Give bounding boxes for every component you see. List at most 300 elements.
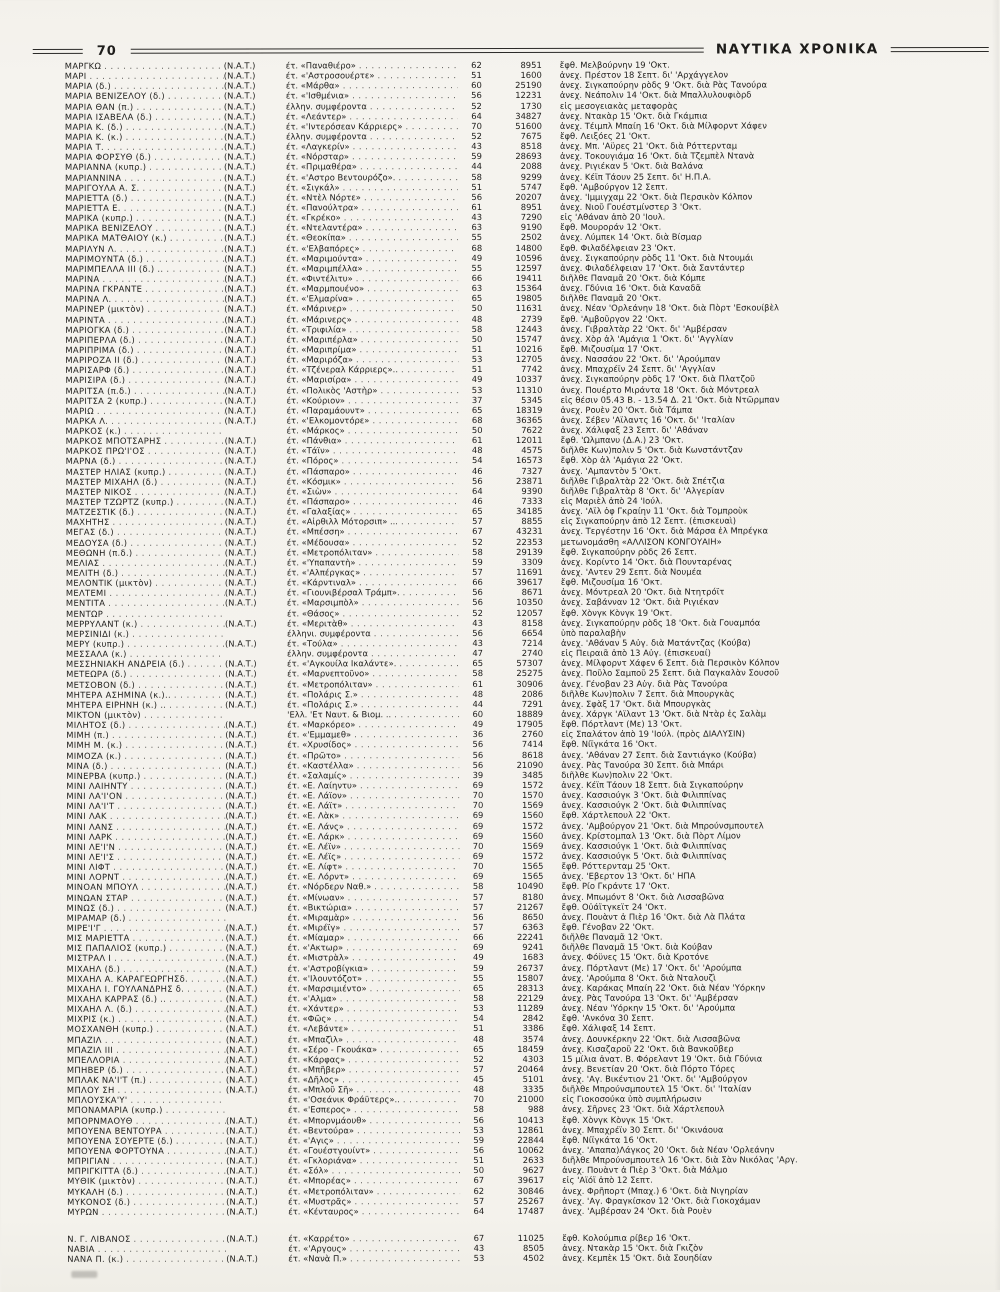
dot-leader	[363, 222, 458, 232]
nat-flag: (Ν.Α.Τ.)	[225, 780, 287, 790]
build-year: 57	[459, 516, 483, 526]
dot-leader	[132, 1004, 226, 1014]
nat-flag: (Ν.Α.Τ.)	[226, 1156, 288, 1166]
movement-note: εἰς θέσιν 05.43 Β. - 13.54 Δ. 21 'Οκτ. διὰ Ντῶρμπαν	[560, 394, 987, 405]
ship-name: ΜΑΣΤΕΡ ΗΛΙΑΣ (κυπρ.) .	[66, 466, 172, 476]
ship-name: ΜΑΡΙΝΤΑ	[65, 314, 105, 324]
dot-leader	[353, 273, 459, 283]
movement-note: ἀνεχ. Ποῦλο Σαμποῦ 25 Σεπτ. διὰ Παγκαλὰν Σουσοῦ	[561, 667, 988, 678]
dot-leader	[357, 1155, 460, 1165]
operator-company: έτ. «Μπῆβερ»	[288, 1064, 346, 1074]
build-year: 65	[459, 658, 483, 668]
operator-company: έτ. «Χρυσίδος»	[287, 740, 351, 750]
nat-flag: (Ν.Α.Τ.)	[226, 953, 288, 963]
operator-company: έλλην. συμφέροντα	[287, 648, 368, 658]
operator-company: έτ. «Πάνθια»	[287, 436, 342, 446]
nat-flag: (Ν.Α.Τ.)	[225, 517, 287, 527]
movement-note: μετωνομάσθη «ΑΛΛΙΣΟΝ ΚΟΝΓΟΥΑΙΗ»	[561, 536, 988, 547]
dot-leader	[110, 862, 225, 872]
tonnage: 1572	[483, 820, 543, 830]
build-year: 50	[459, 425, 483, 435]
nat-flag: (Ν.Α.Τ.)	[224, 182, 286, 192]
tonnage: 19805	[482, 293, 542, 303]
movement-note: ἀνεχ. 'Αμπαντὸν 5 'Οκτ.	[561, 465, 988, 476]
dot-leader	[374, 70, 457, 80]
nat-flag: (Ν.Α.Τ.)	[225, 415, 287, 425]
operator-company: έτ. «Κούριον»	[286, 395, 345, 405]
movement-note: ἀνεχ. Γένοβαν 23 Αὐγ. διὰ Ρὰς Τανούρα	[561, 678, 988, 689]
header-rule-left-icon	[33, 48, 83, 53]
dot-leader	[103, 608, 225, 618]
build-year: 58	[459, 668, 483, 678]
ship-name: ΜΑΡΙΕΤΤΑ Ε.	[65, 203, 121, 213]
dot-leader	[367, 101, 458, 111]
operator-company: έτ. «Ε. Λέϊς»	[287, 851, 341, 861]
movement-note: εἰς 'Αθάναν ἀπὸ 20 'Ιουλ.	[560, 211, 987, 222]
build-year: 52	[459, 537, 483, 547]
operator-company: έτ. «Γκλοριάνα»	[288, 1155, 357, 1165]
dot-leader	[111, 294, 224, 304]
movement-note: ἀνεχ. Νασσάου 22 'Οκτ. δι' 'Αρούμπαν	[560, 353, 987, 364]
dot-leader	[123, 1254, 226, 1264]
dot-leader	[341, 212, 458, 222]
dot-leader	[135, 679, 225, 689]
operator-company: έτ. «'Αγκουίλα Ικαλάντε».	[287, 659, 396, 669]
build-year: 59	[458, 151, 482, 161]
ship-name: ΜΙΛΗΤΟΣ (δ.)	[66, 720, 125, 730]
dot-leader	[110, 517, 225, 527]
operator-company: έτ. «Βεντούρα»	[288, 1125, 354, 1135]
tonnage: 1565	[483, 871, 543, 881]
dot-leader	[352, 740, 460, 750]
nat-flag: (Ν.Α.Τ.)	[225, 872, 287, 882]
tonnage: 39617	[483, 577, 543, 587]
tonnage: 9390	[483, 486, 543, 496]
tonnage: 34185	[483, 506, 543, 516]
movement-note: διῆλθε Παναμᾶ 20 'Οκτ.	[560, 292, 987, 303]
movement-note: ἀνεχ. Λύμπεκ 14 'Οκτ. διὰ Βίσμαρ	[560, 231, 987, 242]
ship-name: ΜΕΓΑΣ (δ.)	[66, 527, 114, 537]
ship-name: ΜΑΡΙΑ (δ.)	[65, 81, 111, 91]
dot-leader	[127, 537, 224, 547]
ship-name: ΜΙΧΑΗΛ Ι. ΓΟΥΛΑΝΔΡΗΣ δ.	[67, 983, 184, 993]
dot-leader	[133, 101, 223, 111]
nat-flag: (Ν.Α.Τ.)	[225, 811, 287, 821]
dot-leader	[356, 344, 458, 354]
dot-leader	[391, 709, 459, 719]
movement-note: ἔφθ. Πόρτλαντ (Με) 13 'Οκτ.	[561, 718, 988, 729]
operator-company: έτ. «Μίαμαρ»	[288, 932, 345, 942]
dot-leader	[340, 922, 459, 932]
tonnage: 28693	[482, 151, 542, 161]
dot-leader	[369, 415, 458, 425]
ship-name: ΜΙΝΙ ΛΑΚ	[66, 811, 106, 821]
ship-name: ΜΑΡΙΣΙΡΑ (δ.)	[65, 375, 125, 385]
operator-company: έτ. «Λαγκερίν»	[286, 141, 350, 151]
tonnage: 6654	[483, 628, 543, 638]
nat-flag: (Ν.Α.Τ.)	[226, 1075, 288, 1085]
tonnage: 7622	[483, 425, 543, 435]
operator-company: έτ. «Νόρδερν Ναθ.»	[287, 882, 371, 892]
operator-company: έτ. «Κάρφας»	[288, 1054, 345, 1064]
nat-flag: (Ν.Α.Τ.)	[225, 841, 287, 851]
dot-leader	[120, 1054, 226, 1064]
build-year: 66	[458, 273, 482, 283]
build-year: 59	[460, 963, 484, 973]
movement-note: ἀνεχ. Κασσιούγκ 5 'Οκτ. διὰ Φιλιππίνας	[561, 850, 988, 861]
tonnage: 15747	[482, 334, 542, 344]
tonnage: 39617	[484, 1175, 544, 1185]
ship-name: ΜΙΧΑΗΛ Α. ΚΑΡΑΓΕΩΡΓΗΣδ.	[67, 973, 188, 983]
tonnage: 4303	[484, 1054, 544, 1064]
tonnage: 3309	[483, 557, 543, 567]
movement-note: ἀνεχ. Σῆρνες 23 'Οκτ. διὰ Χάρτλεπουλ	[562, 1103, 989, 1114]
dot-leader	[365, 405, 459, 415]
ship-name: ΜΙΜΟΖΑ (κ.)	[66, 750, 121, 760]
nat-flag: (Ν.Α.Τ.)	[224, 202, 286, 212]
tonnage: 16573	[483, 455, 543, 465]
dot-leader	[132, 547, 224, 557]
build-year: 65	[459, 506, 483, 516]
ship-name: ΜΕΛΙΤΗ (δ.)	[66, 568, 118, 578]
dot-leader	[351, 374, 458, 384]
tonnage: 15807	[484, 973, 544, 983]
operator-company: έτ. «Σιὼν»	[287, 486, 332, 496]
tonnage: 5747	[482, 182, 542, 192]
movement-note: ἔφθ. Ρόττερνταμ 25 'Οκτ.	[561, 860, 988, 871]
ship-name: ΜΑΡΚΟΣ ΜΠΟΤΣΑΡΗΣ	[66, 436, 162, 446]
tonnage: 2842	[484, 1013, 544, 1023]
section-gap	[67, 1215, 989, 1234]
ship-name: ΜΑΡΙΓΟΥΛΑ Α. Σ.	[65, 182, 140, 192]
dot-leader	[342, 861, 459, 871]
operator-company: έτ. «Βικτώρια»	[288, 902, 352, 912]
dot-leader	[138, 1166, 226, 1176]
movement-note: ἔφθ. 'Ανκόνα 30 Σεπτ.	[562, 1012, 989, 1023]
build-year: 56	[459, 760, 483, 770]
ship-name: ΜΙΣ ΜΑΡΙΕΤΤΑ	[67, 933, 130, 943]
tonnage: 7414	[483, 739, 543, 749]
ship-name: ΜΙΝΑ (δ.)	[66, 761, 107, 771]
build-year: 44	[458, 161, 482, 171]
build-year: 55	[458, 263, 482, 273]
ship-name: ΜΙΝΩΑΝ ΣΤΑΡ	[67, 892, 129, 902]
nat-flag: (Ν.Α.Τ.)	[224, 152, 286, 162]
dot-leader	[358, 699, 459, 709]
build-year: 48	[458, 314, 482, 324]
tonnage: 8650	[484, 912, 544, 922]
build-year: 70	[459, 841, 483, 851]
movement-note: ἀνεχ. Ριγιέκαν 5 'Οκτ. διὰ Βαλάνα	[560, 160, 987, 171]
dot-leader	[125, 720, 225, 730]
tonnage: 7333	[483, 496, 543, 506]
nat-flag: (Ν.Α.Τ.)	[224, 60, 286, 70]
dot-leader	[131, 385, 225, 395]
operator-company: έτ. «Παραμάουντ»	[286, 405, 364, 415]
ship-name: ΜΠΛΑΚ ΝΑ'Ι'Τ (π.)	[67, 1075, 146, 1085]
movement-note: ἔφθ. Χάρτλεπουλ 22 'Οκτ.	[561, 809, 988, 820]
build-year: 36	[459, 729, 483, 739]
tonnage: 15364	[482, 283, 542, 293]
movement-note: εἰς Πειραιᾶ ἀπὸ 13 Αὐγ. (ἐπισκευαί)	[561, 647, 988, 658]
operator-company: έτ. «Ε. Λέϊν»	[287, 841, 341, 851]
nat-flag: (Ν.Α.Τ.)	[225, 537, 287, 547]
dot-leader	[349, 871, 459, 881]
movement-note: ἀνεχ. Πουὰντ ἀ Πιὲρ 3 'Οκτ. διὰ Μάλμο	[562, 1164, 989, 1175]
dot-leader	[132, 486, 225, 496]
operator-company: έτ. «Γιουνιβέρσαλ Τράμπ».	[287, 588, 400, 598]
scan-edge-shadow	[992, 0, 1000, 1290]
dot-leader	[114, 801, 225, 811]
nat-flag: (Ν.Α.Τ.)	[226, 1115, 288, 1125]
dot-leader	[116, 456, 225, 466]
dot-leader	[377, 1044, 460, 1054]
movement-note: ἀνεχ. Καράκας Μπαίη 22 'Οκτ. διὰ Νέαν 'Υόρκην	[562, 982, 989, 993]
movement-note: ἔφθ. Κολούμπια ρίβερ 16 'Οκτ.	[562, 1232, 989, 1243]
dot-leader	[360, 567, 459, 577]
ship-name: ΝΑΝΑ Π. (κ.)	[67, 1254, 123, 1264]
movement-note: ἀνεχ. Ρὰς Τανούρα 13 'Οκτ. δι' 'Αμβέρσαν	[562, 992, 989, 1003]
build-year: 48	[459, 445, 483, 455]
operator-company: έλλην. συμφέροντα	[286, 101, 367, 111]
movement-note: ἀνεχ. Ρὰς Τανούρα 30 Σεπτ. διὰ Μπάρι	[561, 759, 988, 770]
dot-leader	[133, 213, 224, 223]
dot-leader	[341, 750, 459, 760]
operator-company: έτ. «Πολικὸς 'Αστὴρ»	[286, 385, 377, 395]
build-year: 65	[458, 405, 482, 415]
movement-note: ἔφθ. Φιλαδέλφειαν 23 'Οκτ.	[560, 242, 987, 253]
dot-leader	[332, 486, 459, 496]
movement-note: ἀνεχ. 'Ιμμιγχαμ 22 'Οκτ. διὰ Περσικὸν Κόλπον	[560, 191, 987, 202]
ship-name: ΜΙΜΗ Μ. (κ.)	[66, 740, 122, 750]
operator-company: έτ. «Μαρνεπτοῦνο»	[287, 669, 369, 679]
build-year: 52	[459, 608, 483, 618]
operator-company: έτ. «Σέρο - Γκουάκα»	[288, 1044, 377, 1054]
operator-company: έτ. «Μαριμπέλλα»	[286, 263, 362, 273]
nat-flag: (Ν.Α.Τ.)	[225, 821, 287, 831]
build-year: 68	[459, 415, 483, 425]
build-year: 63	[458, 222, 482, 232]
movement-note: ἔφθ. Χὸνγκ Κὸνγκ 15 'Οκτ.	[562, 1114, 989, 1125]
tonnage: 1569	[483, 800, 543, 810]
build-year: 48	[460, 1084, 484, 1094]
build-year: 51	[458, 364, 482, 374]
movement-note: ἀνεχ. Σφὰξ 17 'Οκτ. διὰ Μπουργκὰς	[561, 698, 988, 709]
movement-note: εἰς Γιοκοσούκα ὑπὸ συμπλήρωσιν	[562, 1093, 989, 1104]
movement-note: ἀνεχ. Κορίντο 14 'Οκτ. διὰ Πουνταρένας	[561, 556, 988, 567]
tonnage: 17905	[483, 719, 543, 729]
movement-note: ἔφθ. Μιζουσίμα 16 'Οκτ.	[561, 576, 988, 587]
tonnage: 10413	[484, 1115, 544, 1125]
dot-leader	[151, 152, 224, 162]
movement-note: ἀνεχ. 'Εβερτον 13 'Οκτ. δι' ΗΠΑ	[561, 870, 988, 881]
build-year: 58	[459, 881, 483, 891]
movement-note: διῆλθε Παναμᾶ 12 'Οκτ.	[562, 931, 989, 942]
dot-leader	[352, 314, 459, 324]
nat-flag: (Ν.Α.Τ.)	[225, 598, 287, 608]
build-year: 56	[459, 750, 483, 760]
ship-name: ΜΑΡΙΩ	[65, 406, 93, 416]
nat-flag: (Ν.Α.Τ.)	[224, 213, 286, 223]
tonnage: 18459	[484, 1044, 544, 1054]
ship-name: ΜΕΘΩΝΗ (π.δ.)	[66, 548, 133, 558]
movement-note: διῆλθε Γιβραλτὰρ 8 'Οκτ. δι' 'Αλγερίαν	[561, 485, 988, 496]
ship-name: ΜΑΡΙΠΡΙΜΑ (δ.)	[65, 345, 133, 355]
tonnage: 7214	[483, 638, 543, 648]
ship-name: ΜΑΡΙΑΝΝΙΝΑ	[65, 172, 121, 182]
build-year: 64	[460, 1206, 484, 1216]
dot-leader	[112, 831, 225, 841]
tonnage: 8855	[483, 516, 543, 526]
dot-leader	[110, 1156, 226, 1166]
dot-leader	[341, 841, 459, 851]
build-year: 69	[459, 831, 483, 841]
ship-name: ΜΠΟΥΕΝΑ ΒΕΝΤΟΥΡΑ	[67, 1125, 162, 1135]
nat-flag: (Ν.Α.Τ.)	[224, 385, 286, 395]
movement-note: ἀνεχ. Νέαν 'Υόρκην 15 'Οκτ. δι' 'Αρούμπα	[562, 1002, 989, 1013]
tonnage: 36365	[483, 415, 543, 425]
tonnage: 10490	[483, 881, 543, 891]
build-year: 70	[459, 790, 483, 800]
tonnage: 7327	[483, 466, 543, 476]
ship-name: ΜΑΡΙΤΣΑ (π.δ.)	[65, 385, 131, 395]
dot-leader	[350, 1233, 461, 1243]
tonnage: 57307	[483, 658, 543, 668]
tonnage: 9299	[482, 171, 542, 181]
dot-leader	[398, 516, 459, 526]
nat-flag: (Ν.Α.Τ.)	[224, 344, 286, 354]
nat-flag: (Ν.Α.Τ.)	[225, 476, 287, 486]
dot-leader	[347, 770, 460, 780]
ship-name: ΜΠΟΥΕΝΑ ΣΟΥΕΡΤΕ (δ.) .	[67, 1136, 179, 1146]
dot-leader	[179, 1135, 226, 1145]
build-year: 61	[459, 435, 483, 445]
movement-note: ἀνεχ. Ντακὰρ 15 'Οκτ. διὰ Γκάμπια	[560, 110, 987, 121]
build-year: 43	[458, 141, 482, 151]
tonnage: 1560	[483, 831, 543, 841]
dot-leader	[111, 953, 226, 963]
dot-leader	[359, 1206, 460, 1216]
dot-leader	[106, 588, 225, 598]
movement-note: ἔφθ. Χάλιφαξ 14 Σεπτ.	[562, 1022, 989, 1033]
movement-note: εἰς Σιγκαπούρην ἀπὸ 12 Σεπτ. (ἐπισκευαὶ)	[561, 515, 988, 526]
tonnage: 1572	[483, 851, 543, 861]
nat-flag: (Ν.Α.Τ.)	[224, 395, 286, 405]
ship-name: ΜΑΡΙΑΝΝΑ (κυπρ.)	[65, 162, 146, 172]
nat-flag: (Ν.Α.Τ.)	[225, 720, 287, 730]
operator-company: έτ. «Μαριμούντα»	[286, 253, 363, 263]
movement-note: ἔφθ. Χὸνγκ Κὸνγκ 19 'Οκτ.	[561, 607, 988, 618]
nat-flag: (Ν.Α.Τ.)	[224, 365, 286, 375]
operator-company: έτ. «Τάϊν»	[287, 446, 330, 456]
tonnage: 22129	[484, 993, 544, 1003]
dot-leader	[395, 172, 458, 182]
movement-note: ἀνεχ. Πρέστον 18 Σεπτ. δι' 'Αρχάγγελον	[560, 69, 987, 80]
tonnage: 988	[484, 1104, 544, 1114]
dot-leader	[367, 131, 458, 141]
dot-leader	[373, 679, 459, 689]
movement-note: εἰς 'Αϊόϊ ἀπὸ 12 Σεπτ.	[562, 1174, 989, 1185]
dot-leader	[129, 324, 224, 334]
tonnage: 8518	[482, 141, 542, 151]
nat-flag: (Ν.Α.Τ.)	[225, 831, 287, 841]
tonnage: 1600	[482, 70, 542, 80]
build-year: 57	[460, 892, 484, 902]
dot-leader	[125, 375, 224, 385]
operator-company: έτ. «Πόρος»	[287, 456, 339, 466]
operator-company: έτ. «Παναθιέρο»	[286, 60, 356, 70]
dot-leader	[358, 689, 459, 699]
build-year: 67	[459, 527, 483, 537]
dot-leader	[145, 446, 225, 456]
dot-leader	[144, 304, 224, 314]
operator-company: έτ. «Ε. Λάϊον»	[287, 790, 347, 800]
movement-note: ἔφθ. Μελβούρνην 19 'Οκτ.	[560, 59, 987, 70]
build-year: 69	[459, 851, 483, 861]
tonnage: 11691	[483, 567, 543, 577]
dot-leader	[162, 1125, 226, 1135]
ship-name: ΜΙΝΕΡΒΑ (κυπρ.)	[66, 771, 140, 781]
dot-leader	[99, 1206, 226, 1216]
dot-leader	[184, 983, 226, 993]
dot-leader	[166, 994, 226, 1004]
dot-leader	[133, 1115, 226, 1125]
operator-company: έτ. «Μαριρόζα»	[286, 354, 353, 364]
dot-leader	[120, 963, 226, 973]
tonnage: 7291	[483, 699, 543, 709]
operator-company: έτ. «Μετροπόλιταν»	[287, 679, 373, 689]
ship-name: ΜΠΑΖΙΛ	[67, 1034, 102, 1044]
nat-flag: (Ν.Α.Τ.)	[225, 486, 287, 496]
ship-name: ΜΗΤΕΡΑ ΑΣΗΜΙΝΑ (κ.)..	[66, 689, 171, 699]
operator-company: έτ. «Κένταυρος»	[288, 1206, 359, 1216]
nat-flag: (Ν.Α.Τ.)	[225, 638, 287, 648]
movement-note: ἔφθ. 'Αμβούργον 12 Σεπτ.	[560, 181, 987, 192]
dot-leader	[174, 497, 225, 507]
build-year: 44	[459, 699, 483, 709]
nat-flag: (Ν.Α.Τ.)	[225, 567, 287, 577]
dot-leader	[121, 750, 225, 760]
operator-company: έτ. «Ε. Λαίηντυ»	[287, 780, 357, 790]
movement-note: ὑπὸ παραλαβὴν	[561, 627, 988, 638]
dot-leader	[358, 334, 459, 344]
tonnage: 2086	[483, 689, 543, 699]
page-number: 70	[97, 43, 117, 58]
dot-leader	[330, 445, 459, 455]
operator-company: έτ. «Ε. Λόρντ»	[287, 872, 349, 882]
dot-leader	[351, 1196, 460, 1206]
nat-flag: (Ν.Α.Τ.)	[225, 679, 287, 689]
tonnage: 10596	[482, 253, 542, 263]
movement-note: ἀνεχ. Κεμπὲκ 15 'Οκτ. διὰ Σουηδίαν	[562, 1252, 989, 1263]
tonnage: 18319	[482, 405, 542, 415]
tonnage: 29139	[483, 547, 543, 557]
build-year: 56	[460, 1115, 484, 1125]
dot-leader	[171, 91, 224, 101]
movement-note: διῆλθε Κων)πολιν 7 Σεπτ. διὰ Μπουργκὰς	[561, 688, 988, 699]
tonnage: 1683	[484, 952, 544, 962]
dot-leader	[127, 669, 225, 679]
nat-flag: (Ν.Α.Τ.)	[224, 304, 286, 314]
dot-leader	[348, 1023, 460, 1033]
dot-leader	[128, 192, 224, 202]
nat-flag: (Ν.Α.Τ.)	[224, 81, 286, 91]
build-year: 43	[459, 638, 483, 648]
dot-leader	[119, 872, 225, 882]
nat-flag: (Ν.Α.Τ.)	[225, 588, 287, 598]
operator-company: έτ. «Ντελαντέρα»	[286, 223, 363, 233]
tonnage: 22844	[484, 1135, 544, 1145]
